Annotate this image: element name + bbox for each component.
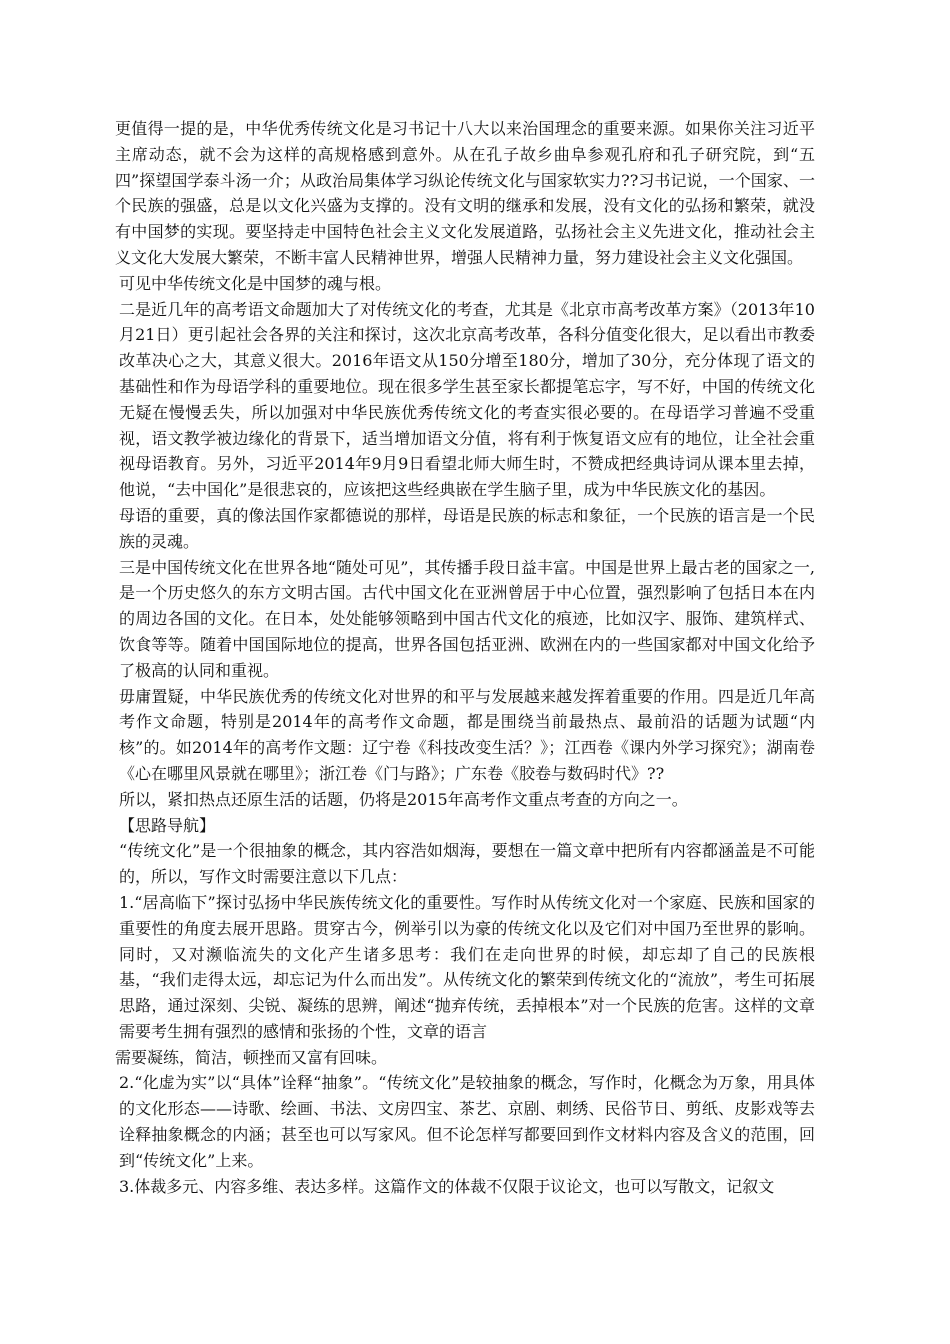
paragraph-point-1: 1.“居高临下”探讨弘扬中华民族传统文化的重要性。写作时从传统文化对一个家庭、民族和国家的重要性的角度去展开思路。贯穿古今，例举引以为豪的传统文化以及它们对中国乃至世界的影响。同时，又对濒临流失的文化产生诸多思考：我们在走向世界的时候，却忘却了自己的民族根基，“我们走得太远，却忘记为什么而出发”。从传统文化的繁荣到传统文化的“流放”，考生可拓展思路，通过深刻、尖锐、凝练的思辨，阐述“抛弃传统，丢掉根本”对一个民族的危害。这样的文章需要考生拥有强烈的感情和张扬的个性，文章的语言 [119, 892, 815, 1041]
paragraph-point-2: 2.“化虚为实”以“具体”诠释“抽象”。“传统文化”是较抽象的概念，写作时，化概念为万象，用具体的文化形态——诗歌、绘画、书法、文房四宝、茶艺、京剧、刺绣、民俗节日、剪纸、皮影戏等去诠释抽象概念的内涵；甚至也可以写家风。但不论怎样写都要回到作文材料内容及含义的范围，回到“传统文化”上来。 [119, 1073, 815, 1170]
paragraph-point-3: 3.体裁多元、内容多维、表达多样。这篇作文的体裁不仅限于议论文，也可以写散文，记叙文 [119, 1176, 775, 1196]
paragraph-mother-tongue: 母语的重要，真的像法国作家都德说的那样，母语是民族的标志和象征，一个民族的语言是一个民族的灵魂。 [119, 505, 815, 551]
paragraph-conclusion: 所以，紧扣热点还原生活的话题，仍将是2015年高考作文重点考查的方向之一。 [119, 789, 688, 809]
paragraph-chinese-dream: 可见中华传统文化是中国梦的魂与根。 [119, 273, 392, 293]
paragraph-gaokao-reform: 二是近几年的高考语文命题加大了对传统文化的考查，尤其是《北京市高考改革方案》（2013年10月21日）更引起社会各界的关注和探讨，这次北京高考改革，各科分值变化很大，足以看出市教委改革决心之大，其意义很大。2016年语文从150分增至180分，增加了30分，充分体现了语文的基础性和作为母语学科的重要地位。现在很多学生甚至家长都提笔忘字，写不好，中国的传统文化无疑在慢慢丢失，所以加强对中华民族优秀传统文化的考查实很必要的。在母语学习普遍不受重视，语文教学被边缘化的背景下，适当增加语文分值，将有利于恢复语文应有的地位，让全社会重视母语教育。另外，习近平2014年9月9日看望北师大师生时，不赞成把经典诗词从课本里去掉，他说，“去中国化”是很悲哀的，应该把这些经典嵌在学生脑子里，成为中华民族文化的基因。 [119, 299, 815, 500]
paragraph-guide-intro: “传统文化”是一个很抽象的概念，其内容浩如烟海，要想在一篇文章中把所有内容都涵盖是不可能的，所以，写作文时需要注意以下几点： [119, 841, 815, 887]
section-heading-guide: 【思路导航】 [119, 815, 216, 835]
paragraph-global-spread: 三是中国传统文化在世界各地“随处可见”，其传播手段日益丰富。中国是世界上最古老的国家之一,是一个历史悠久的东方文明古国。古代中国文化在亚洲曾居于中心位置，强烈影响了包括日本在内的周边各国的文化。在日本，处处能够领略到中国古代文化的痕迹，比如汉字、服饰、建筑样式、饮食等等。随着中国国际地位的提高，世界各国包括亚洲、欧洲在内的一些国家都对中国文化给予了极高的认同和重视。 [119, 557, 815, 680]
paragraph-essay-topics: 毋庸置疑，中华民族优秀的传统文化对世界的和平与发展越来越发挥着重要的作用。四是近几年高考作文命题，特别是2014年的高考作文命题，都是围绕当前最热点、最前沿的话题为试题“内核”的。如2014年的高考作文题：辽宁卷《科技改变生活？》；江西卷《课内外学习探究》；湖南卷《心在哪里风景就在哪里》；浙江卷《门与路》；广东卷《胶卷与数码时代》?? [119, 686, 815, 783]
paragraph-point-1-cont: 需要凝练，简洁，顿挫而又富有回味。 [115, 1047, 388, 1067]
paragraph-governance: 更值得一提的是，中华优秀传统文化是习书记十八大以来治国理念的重要来源。如果你关注习近平主席动态，就不会为这样的高规格感到意外。从在孔子故乡曲阜参观孔府和孔子研究院，到“五四”探望国学泰斗汤一介；从政治局集体学习纵论传统文化与国家软实力??习书记说，一个国家、一个民族的强盛，总是以文化兴盛为支撑的。没有文明的继承和发展，没有文化的弘扬和繁荣，就没有中国梦的实现。要坚持走中国特色社会主义文化发展道路，弘扬社会主义先进文化，推动社会主义文化大发展大繁荣，不断丰富人民精神世界，增强人民精神力量，努力建设社会主义文化强国。 [115, 119, 815, 267]
document-body [115, 116, 815, 1199]
